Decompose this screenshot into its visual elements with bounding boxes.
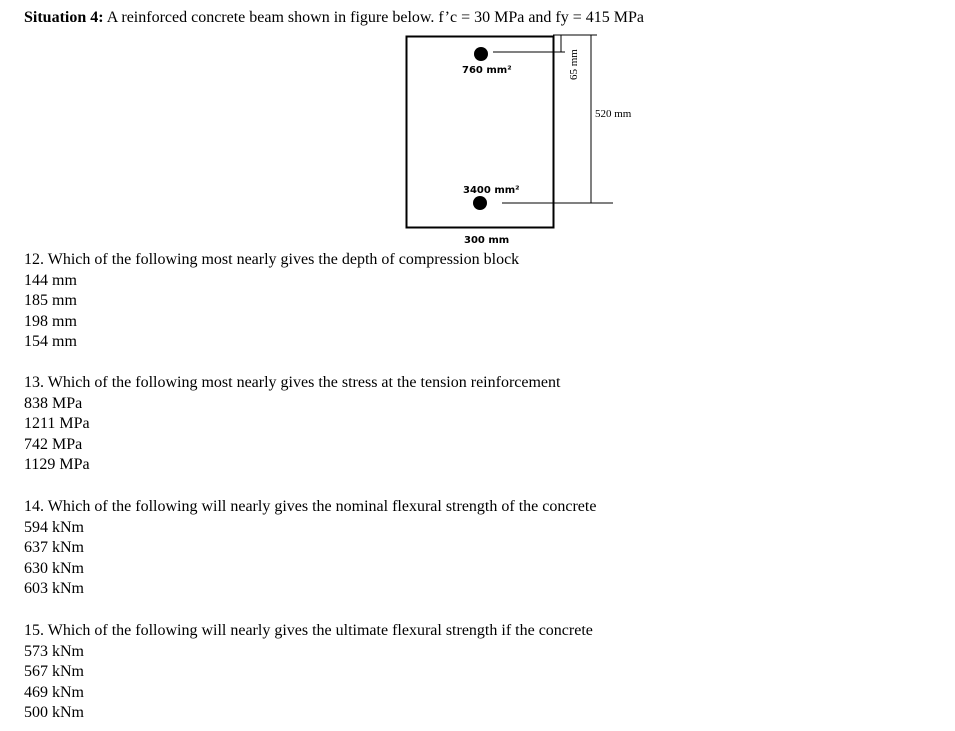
question-14: 14. Which of the following will nearly gives the nominal flexural strength of the concrete: [24, 498, 597, 515]
situation-label: Situation 4:: [24, 9, 104, 26]
option: 573 kNm: [24, 642, 84, 660]
option: 838 MPa: [24, 394, 83, 412]
option: 594 kNm: [24, 518, 84, 536]
question-15: 15. Which of the following will nearly gives the ultimate flexural strength if the concrete: [24, 622, 593, 639]
cover-label: 65 mm: [568, 49, 580, 80]
width-label: 300 mm: [464, 235, 510, 246]
option: 637 kNm: [24, 539, 84, 556]
option: 185 mm: [24, 292, 77, 309]
top-bar-area: 760 mm²: [462, 65, 512, 76]
option: 154 mm: [24, 333, 77, 350]
situation-text: A reinforced concrete beam shown in figure below. f’c = 30 MPa and fy = 415 MPa: [103, 9, 644, 26]
option: 567 kNm: [24, 663, 84, 680]
option: 1211 MPa: [24, 415, 90, 432]
option: 469 kNm: [24, 683, 84, 701]
question-13: 13. Which of the following most nearly gives the stress at the tension reinforcement: [24, 374, 561, 391]
bottom-bar-area: 3400 mm²: [463, 185, 520, 196]
option: 630 kNm: [24, 559, 84, 577]
top-rebar: [474, 47, 488, 61]
option: 500 kNm: [24, 704, 84, 721]
option: 1129 MPa: [24, 456, 90, 473]
depth-label: 520 mm: [595, 108, 632, 120]
bottom-rebar: [473, 196, 487, 210]
question-12: 12. Which of the following most nearly gives the depth of compression block: [24, 251, 520, 268]
option: 144 mm: [24, 271, 77, 289]
option: 603 kNm: [24, 580, 84, 597]
option: 742 MPa: [24, 435, 83, 453]
option: 198 mm: [24, 312, 77, 330]
beam-figure: [0, 0, 955, 260]
